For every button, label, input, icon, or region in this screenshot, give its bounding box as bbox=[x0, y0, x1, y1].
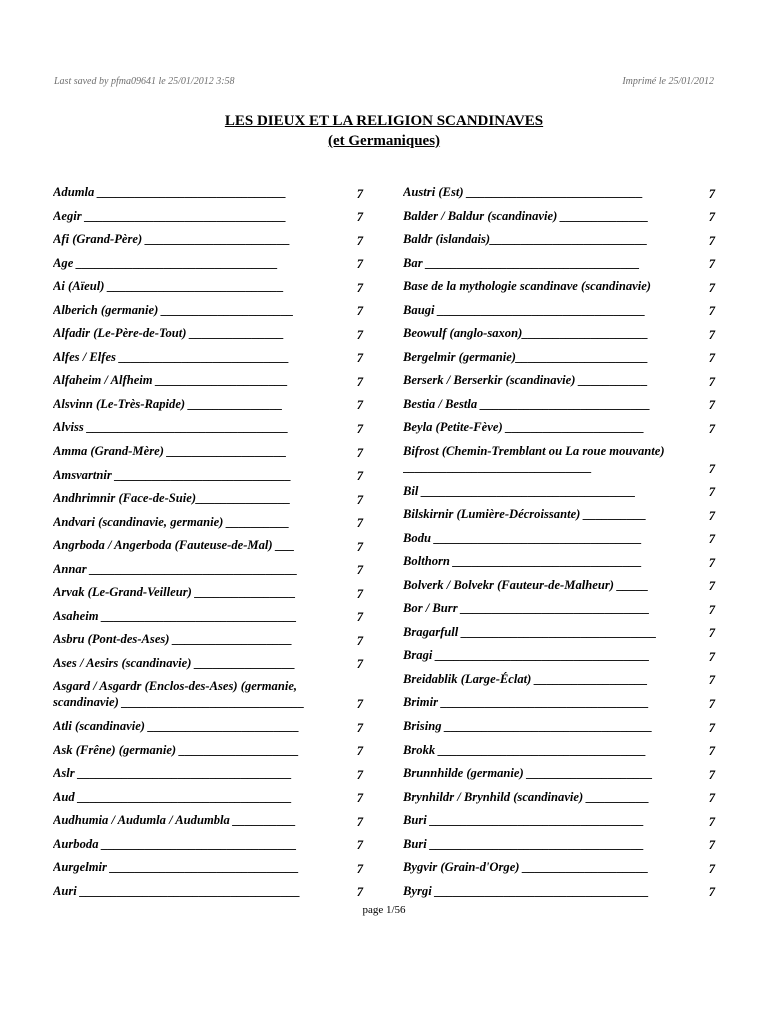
entry-label: Base de la mythologie scandinave (scandinavie) bbox=[403, 279, 652, 294]
entry-label: Buri __________________________________ bbox=[403, 836, 645, 851]
entry-page-number: 7 bbox=[708, 696, 715, 711]
entry-page-number: 7 bbox=[708, 257, 715, 272]
printed-date-note: Imprimé le 25/01/2012 bbox=[622, 76, 714, 87]
entry-page-number: 7 bbox=[708, 791, 715, 806]
entry-label: Bergelmir (germanie)_____________________ bbox=[403, 349, 649, 364]
entry-page-number: 7 bbox=[708, 485, 715, 500]
entry-page-number: 7 bbox=[356, 838, 363, 853]
entry-page-number: 7 bbox=[708, 649, 715, 664]
entry-label: Adumla ______________________________ bbox=[53, 185, 287, 199]
entry-label: Bifrost (Chemin-Tremblant ou La roue mouvante) ______________________________ bbox=[403, 444, 665, 475]
entry-label: Balder / Baldur (scandinavie) ______________ bbox=[403, 208, 649, 223]
entry-page-number: 7 bbox=[356, 610, 363, 625]
index-entry[interactable] bbox=[53, 628, 363, 652]
entry-page-number: 7 bbox=[356, 374, 363, 389]
entry-page-number: 7 bbox=[708, 885, 715, 900]
entry-label: Brokk _________________________________ bbox=[403, 742, 647, 757]
entry-page-number: 7 bbox=[708, 374, 715, 389]
entry-page-number: 7 bbox=[356, 657, 363, 672]
entry-label: Audhumia / Audumla / Audumbla __________ bbox=[53, 813, 296, 828]
entry-label: Bestia / Bestla ___________________________ bbox=[403, 396, 651, 411]
entry-label: Aurgelmir ______________________________ bbox=[53, 860, 299, 875]
index-entry[interactable] bbox=[403, 527, 715, 551]
index-entry[interactable] bbox=[403, 369, 715, 393]
index-entry[interactable] bbox=[53, 786, 363, 810]
index-entry[interactable] bbox=[403, 322, 715, 346]
entry-label: Arvak (Le-Grand-Veilleur) ________________ bbox=[53, 585, 296, 600]
entry-page-number: 7 bbox=[708, 327, 715, 342]
index-entry[interactable] bbox=[53, 322, 363, 346]
entry-page-number: 7 bbox=[356, 422, 363, 437]
entry-label: Andhrimnir (Face-de-Suie)_______________ bbox=[53, 491, 291, 506]
index-entry[interactable] bbox=[403, 275, 715, 299]
entry-page-number: 7 bbox=[356, 791, 363, 806]
index-entry[interactable] bbox=[53, 416, 363, 440]
entry-label: Age ________________________________ bbox=[53, 255, 278, 270]
title-line-sub: (et Germaniques) bbox=[327, 133, 441, 149]
entry-label: Asgard / Asgardr (Enclos-des-Ases) (germanie, scandinavie) _____________________________ bbox=[53, 679, 305, 710]
title-line-main: LES DIEUX ET LA RELIGION SCANDINAVES bbox=[224, 113, 544, 129]
entry-label: Bar __________________________________ bbox=[403, 255, 640, 270]
entry-label: Alsvinn (Le-Très-Rapide) _______________ bbox=[53, 396, 283, 411]
index-entry[interactable] bbox=[403, 299, 715, 323]
entry-page-number: 7 bbox=[356, 861, 363, 876]
index-entry[interactable] bbox=[53, 880, 363, 904]
entry-label: Berserk / Berserkir (scandinavie) ___________ bbox=[403, 373, 648, 388]
entry-page-number: 7 bbox=[356, 210, 363, 225]
index-entry[interactable] bbox=[53, 228, 363, 252]
entry-page-number: 7 bbox=[708, 398, 715, 413]
entry-page-number: 7 bbox=[356, 633, 363, 648]
index-entry[interactable] bbox=[53, 346, 363, 370]
entry-page-number: 7 bbox=[356, 233, 363, 248]
entry-label: Aegir ________________________________ bbox=[53, 208, 287, 223]
index-entry[interactable] bbox=[403, 597, 715, 621]
entry-page-number: 7 bbox=[356, 280, 363, 295]
entry-page-number: 7 bbox=[708, 351, 715, 366]
index-entry[interactable] bbox=[403, 715, 715, 739]
entry-page-number: 7 bbox=[708, 767, 715, 782]
entry-label: Beyla (Petite-Fève) ______________________ bbox=[403, 420, 645, 435]
entry-page-number: 7 bbox=[708, 280, 715, 295]
entry-label: Auri ___________________________________ bbox=[53, 883, 301, 898]
index-entry[interactable] bbox=[53, 581, 363, 605]
entry-label: Bolverk / Bolvekr (Fauteur-de-Malheur) _____ bbox=[403, 577, 649, 592]
entry-label: Bilskirnir (Lumière-Décroissante) __________ bbox=[403, 507, 647, 522]
entry-label: Asaheim _______________________________ bbox=[53, 608, 297, 623]
entry-page-number: 7 bbox=[708, 626, 715, 641]
document-title bbox=[0, 111, 768, 151]
index-entry[interactable] bbox=[53, 252, 363, 276]
index-entry[interactable] bbox=[53, 675, 363, 715]
entry-label: Andvari (scandinavie, germanie) __________ bbox=[53, 514, 290, 529]
entry-page-number: 7 bbox=[708, 422, 715, 437]
entry-label: Atli (scandinavie) ________________________ bbox=[53, 718, 300, 733]
entry-label: Alviss ________________________________ bbox=[53, 420, 289, 435]
entry-page-number: 7 bbox=[708, 602, 715, 617]
entry-page-number: 7 bbox=[356, 492, 363, 507]
entry-label: Alfes / Elfes ___________________________ bbox=[53, 349, 290, 364]
entry-label: Ask (Frêne) (germanie) ___________________ bbox=[53, 742, 299, 757]
entry-page-number: 7 bbox=[708, 508, 715, 523]
entry-page-number: 7 bbox=[708, 532, 715, 547]
index-entry[interactable] bbox=[53, 393, 363, 417]
entry-label: Byrgi __________________________________ bbox=[403, 883, 649, 898]
index-entry[interactable] bbox=[403, 833, 715, 857]
index-entry[interactable] bbox=[53, 605, 363, 629]
entry-label: Aslr __________________________________ bbox=[53, 766, 292, 781]
index-entry[interactable] bbox=[53, 762, 363, 786]
index-entry[interactable] bbox=[53, 715, 363, 739]
index-entry[interactable] bbox=[53, 299, 363, 323]
entry-label: Bodu _________________________________ bbox=[403, 530, 642, 545]
entry-label: Asbru (Pont-des-Ases) ___________________ bbox=[53, 632, 293, 647]
entry-page-number: 7 bbox=[708, 461, 715, 476]
index-column-left bbox=[53, 181, 363, 903]
last-saved-note: Last saved by pfma09641 le 25/01/2012 3:58 bbox=[54, 76, 235, 87]
entry-page-number: 7 bbox=[356, 351, 363, 366]
page-header bbox=[54, 76, 714, 90]
entry-label: Baldr (islandais)_________________________ bbox=[403, 232, 648, 247]
entry-label: Austri (Est) ____________________________ bbox=[403, 185, 644, 199]
entry-label: Bil __________________________________ bbox=[403, 483, 636, 498]
index-entry[interactable] bbox=[403, 416, 715, 440]
entry-page-number: 7 bbox=[708, 186, 715, 201]
entry-page-number: 7 bbox=[708, 744, 715, 759]
entry-page-number: 7 bbox=[356, 814, 363, 829]
index-entry[interactable] bbox=[403, 668, 715, 692]
index-entry[interactable] bbox=[403, 503, 715, 527]
entry-page-number: 7 bbox=[356, 696, 363, 711]
entry-page-number: 7 bbox=[356, 885, 363, 900]
index-entry[interactable] bbox=[53, 739, 363, 763]
entry-label: Amma (Grand-Mère) ___________________ bbox=[53, 444, 287, 459]
index-entry[interactable] bbox=[403, 691, 715, 715]
entry-label: Bragi __________________________________ bbox=[403, 648, 650, 663]
index-entry[interactable] bbox=[403, 550, 715, 574]
entry-page-number: 7 bbox=[356, 327, 363, 342]
entry-label: Ai (Aïeul) ____________________________ bbox=[53, 279, 284, 294]
entry-label: Alberich (germanie) _____________________ bbox=[53, 302, 294, 317]
entry-label: Bragarfull _______________________________ bbox=[403, 624, 657, 639]
index-entry[interactable] bbox=[53, 464, 363, 488]
entry-page-number: 7 bbox=[356, 445, 363, 460]
entry-page-number: 7 bbox=[356, 469, 363, 484]
index-entry[interactable] bbox=[403, 393, 715, 417]
entry-label: Brimir _________________________________ bbox=[403, 695, 649, 710]
entry-page-number: 7 bbox=[708, 210, 715, 225]
index-entry[interactable] bbox=[403, 762, 715, 786]
index-entry[interactable] bbox=[403, 880, 715, 904]
entry-page-number: 7 bbox=[356, 516, 363, 531]
index-entry[interactable] bbox=[53, 856, 363, 880]
index-entry[interactable] bbox=[403, 621, 715, 645]
entry-label: Brynhildr / Brynhild (scandinavie) __________ bbox=[403, 789, 650, 804]
page-number: page 1/56 bbox=[362, 904, 406, 916]
entry-label: Bygvir (Grain-d'Orge) ____________________ bbox=[403, 860, 649, 875]
index-entry[interactable] bbox=[403, 228, 715, 252]
entry-page-number: 7 bbox=[356, 586, 363, 601]
index-entry[interactable] bbox=[53, 511, 363, 535]
entry-page-number: 7 bbox=[356, 720, 363, 735]
entry-page-number: 7 bbox=[708, 579, 715, 594]
entry-page-number: 7 bbox=[708, 861, 715, 876]
index-entry[interactable] bbox=[53, 652, 363, 676]
index-entry[interactable] bbox=[53, 275, 363, 299]
index-entry[interactable] bbox=[53, 809, 363, 833]
index-entry[interactable] bbox=[403, 574, 715, 598]
index-entry[interactable] bbox=[403, 346, 715, 370]
entry-label: Beowulf (anglo-saxon)____________________ bbox=[403, 326, 649, 341]
entry-label: Annar _________________________________ bbox=[53, 561, 298, 576]
index-entry[interactable] bbox=[53, 558, 363, 582]
index-entry[interactable] bbox=[403, 644, 715, 668]
entry-label: Angrboda / Angerboda (Fauteuse-de-Mal) ___ bbox=[53, 538, 295, 553]
entry-page-number: 7 bbox=[356, 257, 363, 272]
entry-label: Brising _________________________________ bbox=[403, 718, 653, 733]
index-entry[interactable] bbox=[403, 739, 715, 763]
entry-page-number: 7 bbox=[356, 767, 363, 782]
index-entry[interactable] bbox=[53, 205, 363, 229]
index-entry[interactable] bbox=[53, 534, 363, 558]
entry-label: Baugi _________________________________ bbox=[403, 302, 646, 317]
entry-page-number: 7 bbox=[708, 814, 715, 829]
entry-label: Ases / Aesirs (scandinavie) ________________ bbox=[53, 655, 296, 670]
entry-label: Breidablik (Large-Éclat) __________________ bbox=[403, 671, 648, 686]
entry-label: Buri __________________________________ bbox=[403, 813, 645, 828]
entry-label: Aurboda _______________________________ bbox=[53, 836, 297, 851]
index-entry[interactable] bbox=[53, 440, 363, 464]
index-entry[interactable] bbox=[403, 809, 715, 833]
index-entry[interactable] bbox=[403, 856, 715, 880]
entry-page-number: 7 bbox=[356, 304, 363, 319]
entry-label: Bor / Burr ______________________________ bbox=[403, 601, 650, 616]
entry-page-number: 7 bbox=[708, 304, 715, 319]
entry-page-number: 7 bbox=[708, 555, 715, 570]
entry-page-number: 7 bbox=[708, 838, 715, 853]
entry-page-number: 7 bbox=[356, 563, 363, 578]
entry-label: Alfadir (Le-Père-de-Tout) _______________ bbox=[53, 326, 285, 341]
entry-page-number: 7 bbox=[356, 744, 363, 759]
entry-label: Amsvartnir ____________________________ bbox=[53, 467, 292, 482]
index-entry[interactable] bbox=[53, 369, 363, 393]
index-entry[interactable] bbox=[53, 833, 363, 857]
entry-page-number: 7 bbox=[356, 186, 363, 201]
index-entry[interactable] bbox=[403, 480, 715, 504]
entry-label: Alfaheim / Alfheim _____________________ bbox=[53, 373, 288, 388]
entry-label: Aud __________________________________ bbox=[53, 789, 292, 804]
entry-page-number: 7 bbox=[356, 398, 363, 413]
index-entry[interactable] bbox=[53, 181, 363, 205]
index-entry[interactable] bbox=[403, 205, 715, 229]
entry-label: Brunnhilde (germanie) ____________________ bbox=[403, 766, 653, 781]
entry-label: Bolthorn ______________________________ bbox=[403, 554, 642, 569]
entry-page-number: 7 bbox=[356, 539, 363, 554]
index-entry[interactable] bbox=[403, 786, 715, 810]
entry-page-number: 7 bbox=[708, 673, 715, 688]
index-entry[interactable] bbox=[53, 487, 363, 511]
index-entry[interactable] bbox=[403, 440, 715, 480]
entry-label: Afi (Grand-Père) _______________________ bbox=[53, 232, 291, 247]
index-entry[interactable] bbox=[403, 252, 715, 276]
index-column-right bbox=[403, 181, 715, 903]
entry-page-number: 7 bbox=[708, 720, 715, 735]
entry-page-number: 7 bbox=[708, 233, 715, 248]
index-entry[interactable] bbox=[403, 181, 715, 205]
